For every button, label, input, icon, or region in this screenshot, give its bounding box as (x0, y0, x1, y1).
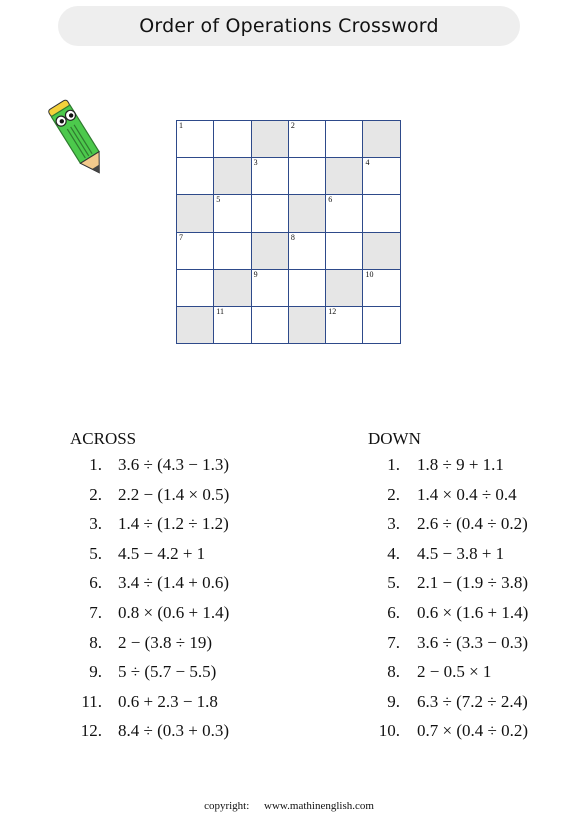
clue-expression: 4.5 − 3.8 + 1 (417, 543, 505, 563)
clue-expression: 1.4 ÷ (1.2 ÷ 1.2) (118, 514, 229, 534)
across-clue (60, 716, 230, 746)
clue-expression: 3.4 ÷ (1.4 + 0.6) (118, 573, 229, 593)
answer-cell[interactable] (289, 158, 326, 195)
clue-number: 7 (179, 232, 183, 242)
down-clue (358, 687, 528, 717)
clue-number: 2 (290, 121, 295, 130)
pencil-mascot-icon (40, 90, 120, 190)
clue-expression: 5 ÷ (5.7 − 5.5) (118, 662, 217, 682)
shaded-cell (177, 195, 214, 232)
clue-number: 8 (290, 232, 295, 242)
clue-number: 10 (365, 269, 374, 279)
across-heading: ACROSS (70, 429, 137, 448)
clue-number: 9 (253, 269, 258, 279)
shaded-cell (363, 121, 400, 158)
clue-number: 9. (387, 691, 400, 711)
shaded-cell (252, 233, 289, 270)
answer-cell[interactable] (177, 233, 214, 270)
answer-cell[interactable] (252, 270, 289, 307)
answer-cell[interactable] (252, 158, 289, 195)
shaded-cell (326, 270, 363, 307)
across-clue (60, 628, 230, 658)
answer-cell[interactable] (177, 158, 214, 195)
across-clue (60, 598, 230, 628)
answer-cell[interactable] (252, 195, 289, 232)
shaded-cell (177, 307, 214, 344)
clue-expression: 2 − 0.5 × 1 (417, 662, 492, 682)
down-clue (358, 628, 528, 658)
answer-cell[interactable] (363, 195, 400, 232)
answer-cell[interactable] (214, 307, 251, 344)
answer-cell[interactable] (289, 270, 326, 307)
clue-number: 3 (253, 158, 258, 168)
clue-number: 5. (89, 543, 102, 563)
clue-number: 1 (179, 121, 183, 130)
across-clue (60, 539, 230, 569)
down-clue (358, 716, 528, 746)
shaded-cell (289, 195, 326, 232)
clue-number: 4. (387, 543, 400, 563)
across-clue (60, 687, 230, 717)
answer-cell[interactable] (326, 121, 363, 158)
answer-cell[interactable] (214, 121, 251, 158)
copyright-label: copyright: (204, 800, 250, 812)
shaded-cell (363, 233, 400, 270)
across-clue (60, 657, 230, 687)
clue-expression: 4.5 − 4.2 + 1 (118, 543, 206, 563)
across-clue (60, 509, 230, 539)
answer-cell[interactable] (289, 233, 326, 270)
down-clues (358, 428, 528, 746)
clue-number: 6 (328, 195, 333, 205)
crossword-grid (176, 120, 401, 344)
clue-expression: 8.4 ÷ (0.3 + 0.3) (118, 721, 229, 741)
clue-number: 5. (387, 573, 400, 593)
across-clue (60, 568, 230, 598)
clue-expression: 0.8 × (0.6 + 1.4) (118, 602, 230, 622)
clue-expression: 0.6 + 2.3 − 1.8 (118, 691, 218, 711)
clue-number: 11 (216, 306, 224, 316)
clue-expression: 1.4 × 0.4 ÷ 0.4 (417, 484, 517, 504)
clue-expression: 2 − (3.8 ÷ 19) (118, 632, 212, 652)
answer-cell[interactable] (363, 158, 400, 195)
footer (0, 800, 578, 812)
shaded-cell (289, 307, 326, 344)
answer-cell[interactable] (214, 233, 251, 270)
down-clue (358, 450, 528, 480)
clue-number: 2. (387, 484, 400, 504)
answer-cell[interactable] (326, 195, 363, 232)
shaded-cell (326, 158, 363, 195)
clue-number: 11. (81, 691, 102, 711)
answer-cell[interactable] (363, 270, 400, 307)
clue-number: 7. (89, 602, 102, 622)
clue-number: 3. (387, 514, 400, 534)
clue-number: 6. (387, 602, 400, 622)
clue-number: 3. (89, 514, 102, 534)
website-link[interactable]: www.mathinenglish.com (264, 800, 374, 812)
clue-number: 7. (387, 632, 400, 652)
clue-number: 4 (365, 158, 370, 168)
down-clue (358, 657, 528, 687)
clue-expression: 2.6 ÷ (0.4 ÷ 0.2) (417, 514, 528, 534)
clue-number: 8. (387, 662, 400, 682)
down-clue (358, 480, 528, 510)
down-clue (358, 568, 528, 598)
clue-number: 1. (89, 455, 102, 474)
title-bar (58, 6, 520, 46)
down-heading: DOWN (368, 429, 421, 448)
clue-expression: 2.2 − (1.4 × 0.5) (118, 484, 230, 504)
clue-number: 5 (216, 195, 221, 205)
clue-expression: 0.6 × (1.6 + 1.4) (417, 602, 529, 622)
answer-cell[interactable] (289, 121, 326, 158)
answer-cell[interactable] (177, 270, 214, 307)
clue-expression: 3.6 ÷ (3.3 − 0.3) (417, 632, 528, 652)
across-clues (60, 428, 230, 746)
across-clue (60, 450, 230, 480)
down-clue (358, 539, 528, 569)
down-clue (358, 598, 528, 628)
clue-number: 6. (89, 573, 102, 593)
answer-cell[interactable] (326, 233, 363, 270)
clue-number: 10. (378, 721, 400, 741)
clue-number: 2. (89, 484, 102, 504)
clue-number: 12 (328, 306, 337, 316)
shaded-cell (214, 270, 251, 307)
clue-expression: 3.6 ÷ (4.3 − 1.3) (118, 455, 229, 474)
shaded-cell (252, 121, 289, 158)
clue-expression: 1.8 ÷ 9 + 1.1 (417, 455, 504, 474)
clue-expression: 6.3 ÷ (7.2 ÷ 2.4) (417, 691, 528, 711)
answer-cell[interactable] (252, 307, 289, 344)
shaded-cell (214, 158, 251, 195)
clue-expression: 0.7 × (0.4 ÷ 0.2) (417, 721, 528, 741)
clue-number: 12. (80, 721, 102, 741)
clue-number: 8. (89, 632, 102, 652)
page-title: Order of Operations Crossword (139, 15, 439, 37)
clue-expression: 2.1 − (1.9 ÷ 3.8) (417, 573, 528, 593)
answer-cell[interactable] (177, 121, 214, 158)
down-clue (358, 509, 528, 539)
answer-cell[interactable] (214, 195, 251, 232)
clue-number: 1. (387, 455, 400, 474)
across-clue (60, 480, 230, 510)
answer-cell[interactable] (326, 307, 363, 344)
answer-cell[interactable] (363, 307, 400, 344)
clue-number: 9. (89, 662, 102, 682)
